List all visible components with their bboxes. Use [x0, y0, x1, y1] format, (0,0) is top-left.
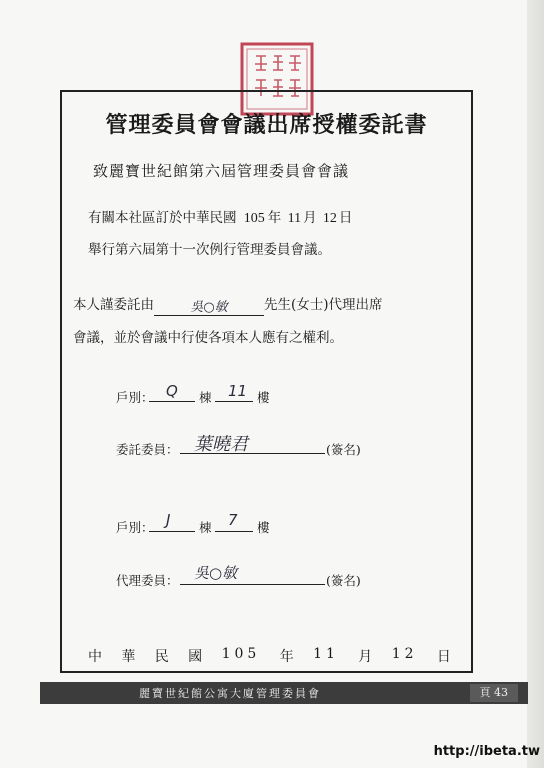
proxy-handwritten-name: 吳○敏	[190, 300, 228, 315]
signing-date-part: 華	[121, 649, 136, 665]
signing-date-part: 月	[358, 649, 373, 665]
proxy-building-suffix: 棟	[199, 520, 212, 535]
proxy-name-field	[154, 296, 264, 316]
grant-line-1	[73, 293, 383, 314]
signing-date-month: 11	[313, 646, 339, 662]
document-title: 管理委員會會議出席授權委託書	[105, 112, 428, 138]
date-day: 12	[322, 211, 337, 226]
meeting-line: 舉行第六屆第十一次例行管理委員會議。	[88, 242, 331, 258]
principal-floor: 11	[228, 382, 248, 400]
meeting-date-line	[88, 206, 352, 227]
date-m: 月	[303, 210, 317, 226]
signing-date-part: 中	[88, 649, 102, 665]
proxy-building: J	[166, 511, 171, 529]
signing-date-part: 民	[154, 649, 169, 665]
grant-line-2: 會議，並於會議中行使各項本人應有之權利。	[73, 330, 343, 346]
signing-date-part: 國	[188, 649, 203, 665]
principal-unit-label: 戶別：	[116, 390, 154, 405]
site-watermark: http://ibeta.tw	[433, 744, 540, 759]
page-number: 頁 43	[470, 684, 519, 702]
signing-date	[60, 646, 473, 666]
date-prefix: 有關本社區訂於中華民國	[88, 210, 237, 226]
scan-edge	[527, 0, 544, 768]
signing-date-part: 年	[279, 649, 294, 665]
principal-floor-suffix: 樓	[257, 390, 270, 405]
signing-date-part: 日	[436, 649, 451, 665]
footer-bar	[40, 682, 528, 704]
proxy-member-label: 代理委員：	[116, 573, 179, 588]
signing-date-year: 105	[221, 646, 261, 662]
proxy-signature: 吳○敏	[194, 564, 238, 582]
footer-org: 麗寶世紀館公寓大廈管理委員會	[139, 687, 321, 700]
date-month: 11	[287, 211, 302, 226]
date-d: 日	[338, 210, 353, 226]
principal-sign-note: (簽名)	[326, 442, 361, 457]
proxy-floor: 7	[228, 511, 238, 529]
principal-member-label: 委託委員：	[116, 442, 179, 457]
principal-building-suffix: 棟	[199, 390, 212, 405]
principal-signature: 葉曉君	[194, 434, 248, 455]
proxy-floor-suffix: 樓	[257, 520, 270, 535]
addressee: 致麗寶世紀館第六屆管理委員會會議	[93, 162, 350, 180]
grant-part1: 本人謹委託由	[73, 297, 154, 313]
grant-part2: 先生(女士)代理出席	[264, 297, 383, 313]
proxy-building-field	[149, 516, 195, 532]
principal-building: Q	[166, 382, 178, 400]
date-year: 105	[243, 211, 265, 226]
date-y: 年	[267, 210, 282, 226]
proxy-sign-note: (簽名)	[326, 573, 361, 588]
proxy-unit-label: 戶別：	[116, 520, 154, 535]
signing-date-day: 12	[391, 646, 418, 662]
